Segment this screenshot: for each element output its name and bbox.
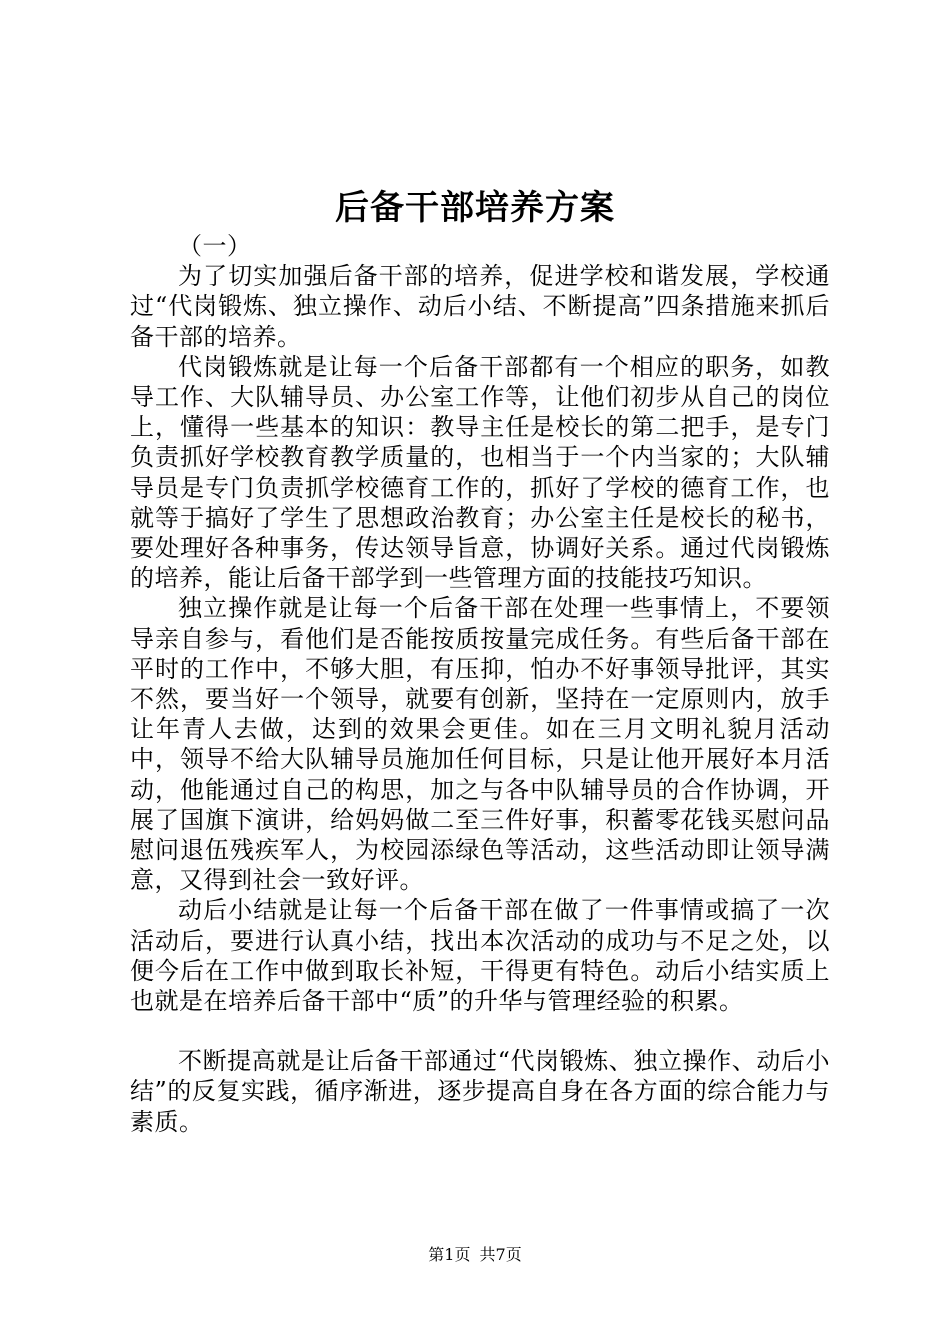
paragraph-continuous-improvement: 不断提高就是让后备干部通过“代岗锻炼、独立操作、动后小结”的反复实践，循序渐进，逐步提高自身在各方面的综合能力与素质。	[130, 1047, 830, 1136]
page-total: 共7页	[479, 1245, 522, 1264]
paragraph-acting-post: 代岗锻炼就是让每一个后备干部都有一个相应的职务，如教导工作、大队辅导员、办公室工作等，让他们初步从自己的岗位上，懂得一些基本的知识：教导主任是校长的第二把手，是专门负责抓好学校教育教学质量的，也相当于一个内当家的；大队辅导员是专门负责抓学校德育工作的，抓好了学校的德育工作，也就等于搞好了学生了思想政治教育；办公室主任是校长的秘书，要处理好各种事务，传达领导旨意，协调好关系。通过代岗锻炼的培养，能让后备干部学到一些管理方面的技能技巧知识。	[130, 352, 830, 593]
page-footer	[0, 1244, 950, 1266]
paragraph-post-activity-summary: 动后小结就是让每一个后备干部在做了一件事情或搞了一次活动后，要进行认真小结，找出本次活动的成功与不足之处，以便今后在工作中做到取长补短，干得更有特色。动后小结实质上也就是在培养后备干部中“质”的升华与管理经验的积累。	[130, 896, 830, 1016]
paragraph-independent-operation: 独立操作就是让每一个后备干部在处理一些事情上，不要领导亲自参与，看他们是否能按质按量完成任务。有些后备干部在平时的工作中，不够大胆，有压抑，怕办不好事领导批评，其实不然，要当好一个领导，就要有创新，坚持在一定原则内，放手让年青人去做，达到的效果会更佳。如在三月文明礼貌月活动中，领导不给大队辅导员施加任何目标，只是让他开展好本月活动，他能通过自己的构思，加之与各中队辅导员的合作协调，开展了国旗下演讲，给妈妈做二至三件好事，积蓄零花钱买慰问品慰问退伍残疾军人，为校园添绿色等活动，这些活动即让领导满意，又得到社会一致好评。	[130, 594, 830, 895]
page-number: 第1页	[428, 1245, 471, 1264]
document-title: 后备干部培养方案	[335, 188, 615, 228]
paragraph-intro: 为了切实加强后备干部的培养，促进学校和谐发展，学校通过“代岗锻炼、独立操作、动后小结、不断提高”四条措施来抓后备干部的培养。	[130, 262, 830, 351]
document-body	[130, 231, 830, 1137]
section-label: （一）	[178, 232, 252, 260]
